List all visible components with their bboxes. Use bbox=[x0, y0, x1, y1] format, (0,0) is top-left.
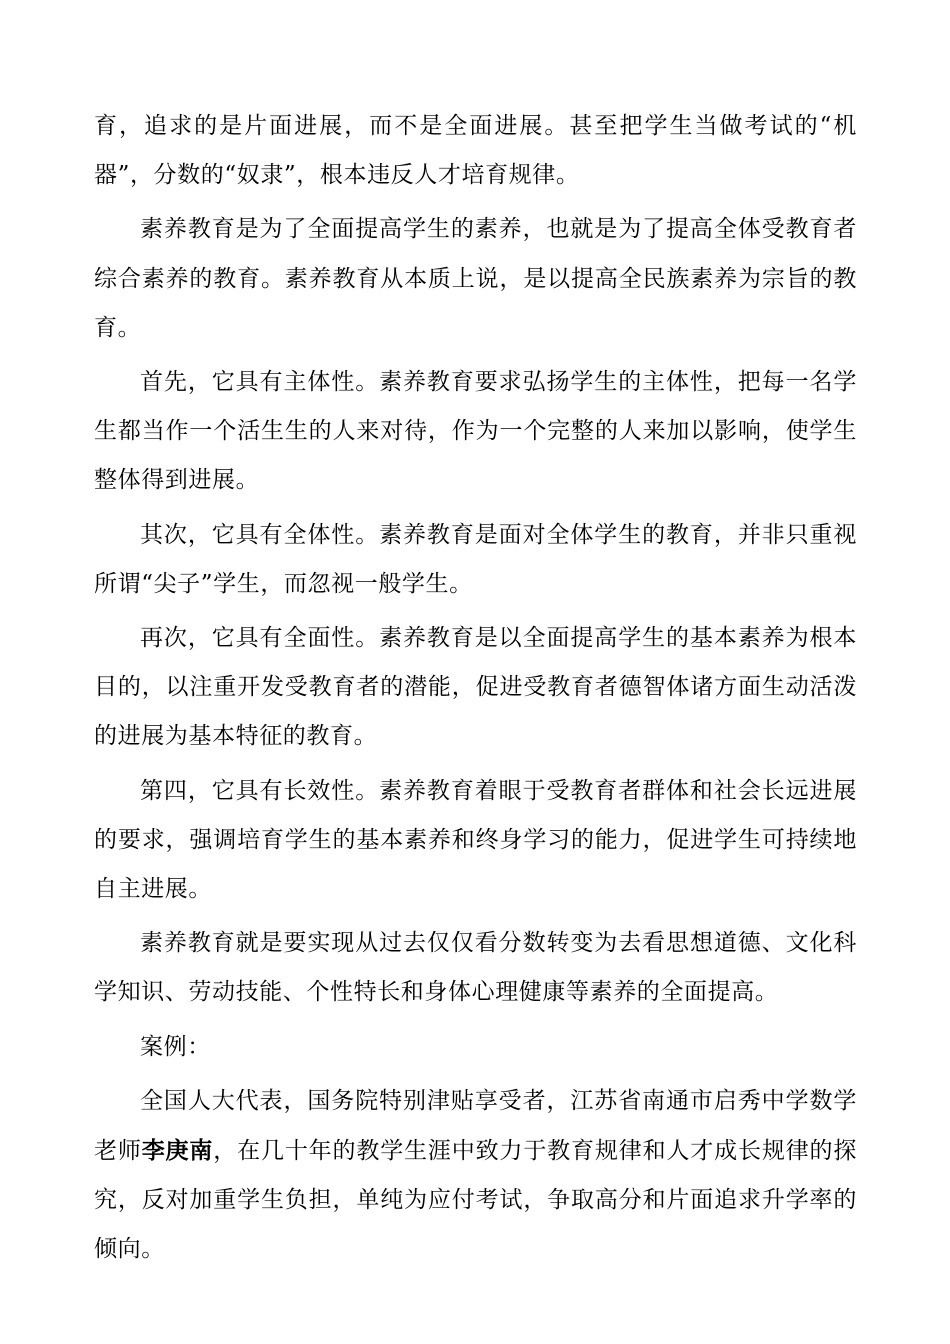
case-text-part1: 全国人大代表，国务院特别津贴享受者，江苏省南通市启秀中学数学老师 bbox=[94, 1087, 857, 1165]
paragraph-third-comprehensiveness: 再次，它具有全面性。素养教育是以全面提高学生的基本素养为根本目的，以注重开发受教育者的潜能，促进受教育者德智体诸方面生动活泼的进展为基本特征的教育。 bbox=[94, 625, 857, 750]
paragraph-case-heading: 案例： bbox=[140, 1033, 211, 1060]
paragraph-fourth-long-term: 第四，它具有长效性。素养教育着眼于受教育者群体和社会长远进展的要求，强调培育学生的基本素养和终身学习的能力，促进学生可持续地自主进展。 bbox=[94, 777, 857, 903]
paragraph-first-subjectivity: 首先，它具有主体性。素养教育要求弘扬学生的主体性，把每一名学生都当作一个活生生的人来对待，作为一个完整的人来加以影响，使学生整体得到进展。 bbox=[94, 369, 857, 494]
case-text-part2: ，在几十年的教学生涯中致力于教育规律和人才成长规律的探究，反对加重学生负担，单纯为应付考试，争取高分和片面追求升学率的倾向。 bbox=[94, 1138, 857, 1263]
paragraph-definition: 素养教育是为了全面提高学生的素养，也就是为了提高全体受教育者综合素养的教育。素养教育从本质上说，是以提高全民族素养为宗旨的教育。 bbox=[94, 216, 857, 341]
paragraph-second-totality: 其次，它具有全体性。素养教育是面对全体学生的教育，并非只重视所谓“尖子”学生，而忽视一般学生。 bbox=[94, 521, 857, 597]
paragraph-case-body bbox=[94, 1077, 857, 1275]
case-person-name: 李庚南 bbox=[141, 1137, 214, 1165]
document-page bbox=[94, 102, 857, 1280]
paragraph-continued: 育，追求的是片面进展，而不是全面进展。甚至把学生当做考试的“机器”，分数的“奴隶”，根本违反人才培育规律。 bbox=[94, 113, 857, 189]
paragraph-summary: 素养教育就是要实现从过去仅仅看分数转变为去看思想道德、文化科学知识、劳动技能、个性特长和身体心理健康等素养的全面提高。 bbox=[94, 930, 857, 1006]
